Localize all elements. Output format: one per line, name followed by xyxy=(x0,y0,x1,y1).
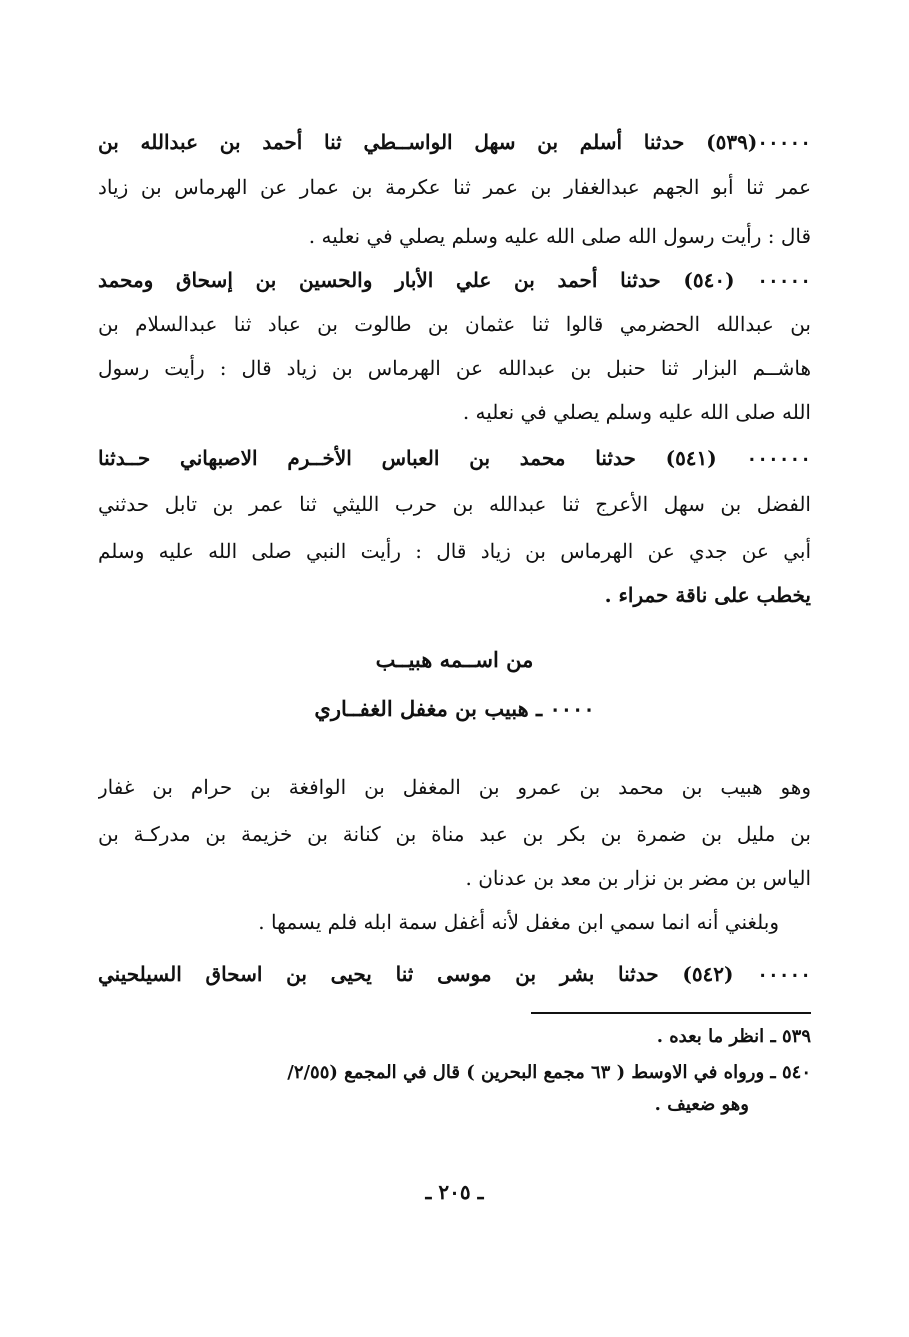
text-line: الله صلى الله عليه وسلم يصلي في نعليه . xyxy=(462,400,811,424)
text-line: الياس بن مضر بن نزار بن معد بن عدنان . xyxy=(465,866,811,890)
text-line: الفضل بن سهل الأعرج ثنا عبدالله بن حرب الليثي ثنا عمر بن تابل حدثني xyxy=(98,492,811,516)
footnote: وهو ضعيف . xyxy=(654,1094,749,1115)
text-line: بن مليل بن ضمرة بن بكر بن عبد مناة بن كنانة بن خزيمة بن مدركـة بن xyxy=(98,822,811,846)
text-line: عمر ثنا أبو الجهم عبدالغفار بن عمر ثنا عكرمة بن عمار عن الهرماس بن زياد xyxy=(98,175,811,199)
text-line: هاشــم البزار ثنا حنبل بن عبدالله عن الهرماس بن زياد قال : رأيت رسول xyxy=(98,356,811,380)
text-line: ٠٠٠٠٠(٥٣٩) حدثنا أسلم بن سهل الواســطي ثنا أحمد بن عبدالله بن xyxy=(98,130,811,154)
entry-heading: ٠٠٠٠ ـ هبيب بن مغفل الغفــاري xyxy=(314,696,595,721)
section-heading: من اســمه هبيــب xyxy=(375,647,534,672)
text-line: ٠٠٠٠٠ (٥٤٢) حدثنا بشر بن موسى ثنا يحيى بن اسحاق السيلحيني xyxy=(98,962,811,986)
text-line: وهو هبيب بن محمد بن عمرو بن المغفل بن الوافغة بن حرام بن غفار xyxy=(98,775,811,799)
footnote-separator xyxy=(531,1012,811,1014)
text-line: قال : رأيت رسول الله صلى الله عليه وسلم يصلي في نعليه . xyxy=(308,224,811,248)
text-line: ٠٠٠٠٠ (٥٤٠) حدثنا أحمد بن علي الأبار والحسين بن إسحاق ومحمد xyxy=(98,268,811,292)
text-line: يخطب على ناقة حمراء . xyxy=(604,583,811,607)
text-line: وبلغني أنه انما سمي ابن مغفل لأنه أغفل سمة ابله فلم يسمها . xyxy=(258,910,779,934)
footnote: ٥٤٠ ـ ورواه في الاوسط ( ٦٣ مجمع البحرين ) قال في المجمع (٢/٥٥/ xyxy=(287,1062,811,1083)
text-line: ٠٠٠٠٠٠ (٥٤١) حدثنا محمد بن العباس الأخــرم الاصبهاني حــدثنا xyxy=(98,446,811,470)
text-line: بن عبدالله الحضرمي قالوا ثنا عثمان بن طالوت بن عباد ثنا عبدالسلام بن xyxy=(98,312,811,336)
footnote: ٥٣٩ ـ انظر ما بعده . xyxy=(656,1026,811,1047)
text-line: أبي عن جدي عن الهرماس بن زياد قال : رأيت النبي صلى الله عليه وسلم xyxy=(98,539,811,563)
page-number: ـ ٢٠٥ ـ xyxy=(425,1180,484,1204)
